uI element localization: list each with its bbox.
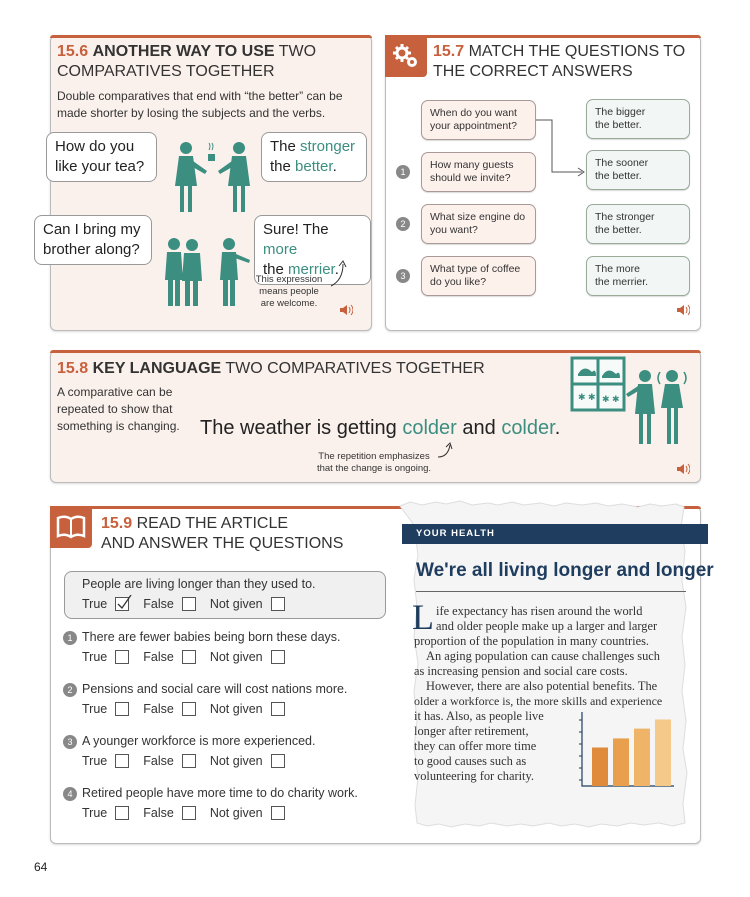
checkbox-not-given[interactable]: [271, 702, 285, 716]
chart-bar: [634, 729, 650, 786]
chart-bar: [655, 720, 671, 787]
answer-card[interactable]: The bigger the better.: [586, 99, 690, 139]
page-number: 64: [34, 860, 48, 874]
article-body: ife expectancy has risen around the world and older people make up a larger and larger proportion of the population in many countries. An aging population can cause challenges such as increasing pension and social care costs. However, there are also potential benefits. The older a workforce is, the more skills and experience it has. Also, as people live longer after retirement, they can offer more time to good causes such as volunteering for charity.: [414, 604, 663, 783]
svg-text:✱ ✱: ✱ ✱: [578, 392, 596, 402]
speech-bubble: The stronger the better.: [261, 132, 367, 182]
example-statement: People are living longer than they used to.: [82, 577, 316, 591]
expression-note: This expression means people are welcome.: [255, 274, 323, 309]
question-card[interactable]: How many guests should we invite?: [421, 152, 536, 192]
headline-rule: [416, 591, 686, 592]
tea-people-illustration: [161, 136, 256, 216]
window-weather-illustration: [568, 356, 693, 448]
checkbox-not-given[interactable]: [271, 754, 285, 768]
question-statement: A younger workforce is more experienced.: [82, 734, 316, 748]
checkbox-true[interactable]: [115, 650, 129, 664]
checkbox-false[interactable]: [182, 650, 196, 664]
answer-options: True False Not given: [82, 754, 299, 768]
question-number: 4: [63, 787, 77, 801]
side-note: A comparative can be repeated to show that something is changing.: [57, 385, 180, 433]
example-options: True False Not given: [82, 597, 299, 611]
question-number: 3: [396, 269, 410, 283]
section-title: 15.9 READ THE ARTICLE AND ANSWER THE QUESTIONS: [101, 515, 344, 552]
chart-bar: [592, 748, 608, 787]
checkbox-true[interactable]: [115, 754, 129, 768]
gears-icon: [385, 35, 427, 77]
book-icon: [50, 506, 92, 548]
answer-card[interactable]: The more the merrier.: [586, 256, 690, 296]
question-card[interactable]: When do you want your appointment?: [421, 100, 536, 140]
note-arrow: [329, 258, 349, 288]
section-tag: YOUR HEALTH: [402, 524, 708, 544]
panel-15-7: [385, 35, 701, 331]
checkbox-false[interactable]: [182, 597, 196, 611]
repetition-note: The repetition emphasizes that the change is ongoing.: [316, 451, 432, 474]
article-bar-chart: [578, 710, 678, 790]
checkbox-not-given[interactable]: [271, 806, 285, 820]
speech-bubble: How do you like your tea?: [46, 132, 157, 182]
audio-icon[interactable]: [676, 463, 690, 475]
question-number: 2: [63, 683, 77, 697]
section-title: 15.8 KEY LANGUAGE TWO COMPARATIVES TOGETHER: [57, 360, 485, 377]
key-sentence: The weather is getting colder and colder.: [200, 417, 561, 439]
panel-accent-bar: [385, 35, 701, 38]
drop-cap: L: [412, 597, 434, 637]
speech-bubble: Sure! The more the merrier.: [254, 215, 371, 285]
audio-icon[interactable]: [339, 304, 353, 316]
checkbox-false[interactable]: [182, 806, 196, 820]
svg-text:✱ ✱: ✱ ✱: [602, 394, 620, 404]
chart-bar: [613, 738, 629, 786]
section-title: 15.7 MATCH THE QUESTIONS TO THE CORRECT ANSWERS: [433, 43, 686, 80]
panel-accent-bar: [50, 35, 372, 38]
question-number: 2: [396, 217, 410, 231]
question-statement: Pensions and social care will cost nations more.: [82, 682, 348, 696]
checkbox-true[interactable]: [115, 597, 129, 611]
checkbox-not-given[interactable]: [271, 650, 285, 664]
audio-icon[interactable]: [676, 304, 690, 316]
checkbox-not-given[interactable]: [271, 597, 285, 611]
friends-illustration: [159, 236, 259, 308]
panel-accent-bar: [50, 350, 701, 353]
section-intro: Double comparatives that end with “the better” can be made shorter by losing the subjects and the verbs.: [57, 89, 343, 120]
note-arrow: [436, 441, 456, 461]
answer-options: True False Not given: [82, 650, 299, 664]
article-headline: We're all living longer and longer: [416, 560, 714, 581]
checkbox-true[interactable]: [115, 702, 129, 716]
answer-options: True False Not given: [82, 806, 299, 820]
question-card[interactable]: What type of coffee do you like?: [421, 256, 536, 296]
answer-options: True False Not given: [82, 702, 299, 716]
answer-card[interactable]: The stronger the better.: [586, 204, 690, 244]
match-line: [536, 116, 588, 178]
section-title: 15.6 ANOTHER WAY TO USE TWO COMPARATIVES TOGETHER: [57, 43, 317, 80]
panel-15-8: [50, 350, 701, 483]
speech-bubble: Can I bring my brother along?: [34, 215, 152, 265]
checkbox-false[interactable]: [182, 702, 196, 716]
panel-15-6: [43, 35, 372, 331]
question-statement: Retired people have more time to do charity work.: [82, 786, 358, 800]
answer-card[interactable]: The sooner the better.: [586, 150, 690, 190]
question-statement: There are fewer babies being born these days.: [82, 630, 341, 644]
newspaper-article: [398, 500, 712, 830]
question-number: 3: [63, 735, 77, 749]
checkbox-false[interactable]: [182, 754, 196, 768]
question-number: 1: [396, 165, 410, 179]
question-number: 1: [63, 631, 77, 645]
checkbox-true[interactable]: [115, 806, 129, 820]
question-card[interactable]: What size engine do you want?: [421, 204, 536, 244]
